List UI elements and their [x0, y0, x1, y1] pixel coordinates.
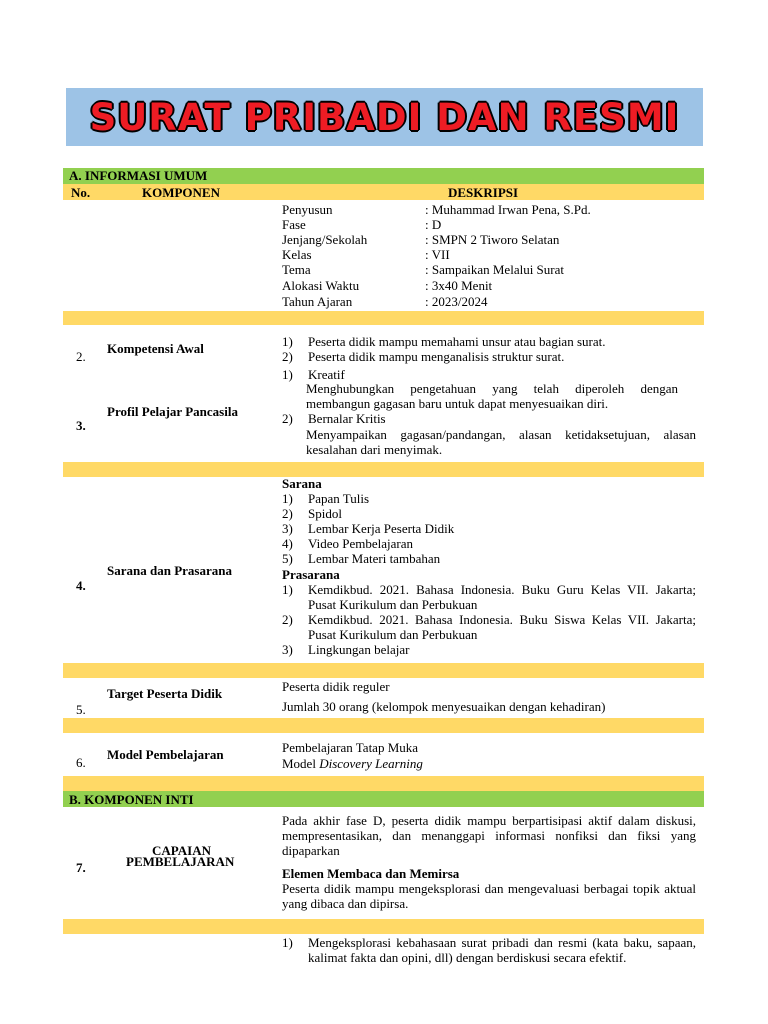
info-value: : Sampaikan Melalui Surat	[425, 262, 565, 277]
info-value: : 2023/2024	[425, 294, 488, 309]
list-item: Spidol	[308, 506, 342, 521]
list-number: 2)	[282, 411, 293, 426]
list-number: 1)	[282, 582, 293, 597]
row-number: 6.	[76, 755, 86, 770]
list-item: Peserta didik mampu memahami unsur atau bagian surat.	[308, 334, 606, 349]
list-number: 1)	[282, 334, 293, 349]
row-label: Target Peserta Didik	[107, 686, 223, 701]
separator-band	[63, 919, 704, 934]
separator-band	[63, 718, 704, 733]
list-item-title: Bernalar Kritis	[308, 411, 386, 426]
target-line-1: Peserta didik reguler	[282, 679, 390, 694]
target-line-2: Jumlah 30 orang (kelompok menyesuaikan dengan kehadiran)	[282, 699, 606, 714]
prasarana-title: Prasarana	[282, 567, 340, 582]
header-deskripsi: DESKRIPSI	[448, 185, 519, 200]
list-item-desc: Menghubungkan pengetahuan yang telah diperoleh dengan membangun gagasan baru untuk dapat menyesuaikan diri.	[306, 381, 678, 411]
list-number: 1)	[282, 367, 293, 382]
header-no: No.	[71, 185, 91, 200]
model-name: Discovery Learning	[319, 756, 423, 771]
section-b-title: B. KOMPONEN INTI	[69, 792, 194, 807]
row-number: 5.	[76, 702, 86, 717]
list-item: Lingkungan belajar	[308, 642, 410, 657]
info-value: : D	[425, 217, 442, 232]
element-subtitle: Elemen Membaca dan Memirsa	[282, 866, 460, 881]
model-line-2	[282, 756, 423, 771]
separator-band	[63, 462, 704, 477]
row-label: Sarana dan Prasarana	[107, 563, 232, 578]
sarana-title: Sarana	[282, 476, 322, 491]
info-value: : SMPN 2 Tiworo Selatan	[425, 232, 560, 247]
list-item-title: Kreatif	[308, 367, 345, 382]
model-line-1: Pembelajaran Tatap Muka	[282, 740, 419, 755]
info-key: Jenjang/Sekolah	[282, 232, 368, 247]
model-prefix: Model	[282, 756, 320, 771]
row-label: PEMBELAJARAN	[126, 854, 235, 869]
info-key: Fase	[282, 217, 306, 232]
row-number: 4.	[76, 578, 86, 593]
info-key: Penyusun	[282, 202, 333, 217]
list-item: Lembar Kerja Peserta Didik	[308, 521, 455, 536]
separator-band	[63, 663, 704, 678]
row-number: 7.	[76, 860, 86, 875]
list-number: 2)	[282, 506, 293, 521]
page-title: SURAT PRIBADI DAN RESMI	[89, 95, 680, 139]
info-key: Kelas	[282, 247, 312, 262]
list-item: Mengeksplorasi kebahasaan surat pribadi dan resmi (kata baku, sapaan, kalimat fakta dan opini, dll) dengan berdiskusi secara efektif.	[308, 935, 696, 965]
row-label: CAPAIAN	[152, 843, 211, 858]
title-banner	[66, 88, 703, 146]
row-number: 2.	[76, 349, 86, 364]
list-item: Papan Tulis	[308, 491, 370, 506]
list-item: Kemdikbud. 2021. Bahasa Indonesia. Buku Guru Kelas VII. Jakarta; Pusat Kurikulum dan Perbukuan	[308, 582, 696, 612]
list-item-desc: Menyampaikan gagasan/pandangan, alasan ketidaksetujuan, alasan kesalahan dari menyimak.	[306, 427, 696, 457]
list-number: 3)	[282, 642, 293, 657]
header-komponen: KOMPONEN	[142, 185, 220, 200]
capaian-paragraph: Pada akhir fase D, peserta didik mampu berpartisipasi aktif dalam diskusi, mempresentasikan, dan menanggapi informasi nonfiksi dan fiksi yang dipaparkan	[282, 813, 696, 858]
info-value: : 3x40 Menit	[425, 278, 493, 293]
list-item: Kemdikbud. 2021. Bahasa Indonesia. Buku Siswa Kelas VII. Jakarta; Pusat Kurikulum dan Perbukuan	[308, 612, 696, 642]
element-paragraph: Peserta didik mampu mengeksplorasi dan mengevaluasi berbagai topik aktual yang dibaca dan dipirsa.	[282, 881, 696, 911]
info-key: Alokasi Waktu	[282, 278, 360, 293]
row-label: Profil Pelajar Pancasila	[107, 404, 238, 419]
info-key: Tema	[282, 262, 311, 277]
list-item: Peserta didik mampu menganalisis struktur surat.	[308, 349, 565, 364]
row-label: Kompetensi Awal	[107, 341, 204, 356]
info-key: Tahun Ajaran	[282, 294, 353, 309]
info-value: : Muhammad Irwan Pena, S.Pd.	[425, 202, 591, 217]
list-number: 2)	[282, 349, 293, 364]
list-item: Lembar Materi tambahan	[308, 551, 441, 566]
list-number: 1)	[282, 935, 293, 950]
list-number: 4)	[282, 536, 293, 551]
info-value: : VII	[425, 247, 450, 262]
list-number: 3)	[282, 521, 293, 536]
row-label: Model Pembelajaran	[107, 747, 224, 762]
list-number: 5)	[282, 551, 293, 566]
row-number: 3.	[76, 418, 86, 433]
section-a-title: A. INFORMASI UMUM	[69, 168, 208, 183]
separator-band	[63, 311, 704, 325]
list-item: Video Pembelajaran	[308, 536, 413, 551]
list-number: 2)	[282, 612, 293, 627]
separator-band	[63, 776, 704, 791]
list-number: 1)	[282, 491, 293, 506]
